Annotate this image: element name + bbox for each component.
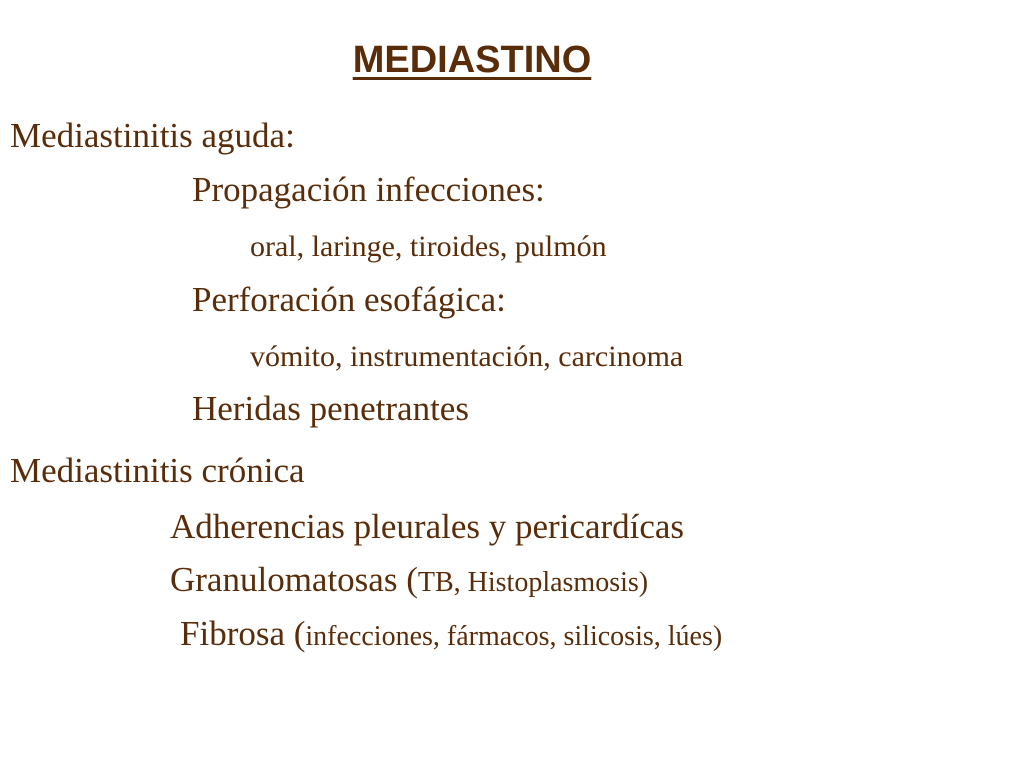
acute-item-propagation-detail: oral, laringe, tiroides, pulmón [250, 230, 607, 263]
chronic-item-granulomatous-detail: TB, Histoplasmosis) [417, 567, 649, 598]
acute-item-perforation: Perforación esofágica: [192, 280, 506, 319]
acute-item-propagation: Propagación infecciones: [192, 170, 545, 209]
chronic-item-granulomatous-label: Granulomatosas ( [170, 560, 418, 599]
chronic-item-granulomatous [170, 560, 648, 600]
chronic-heading: Mediastinitis crónica [10, 451, 305, 490]
chronic-item-adhesions: Adherencias pleurales y pericardícas [170, 507, 685, 546]
chronic-item-fibrosis-detail: infecciones, fármacos, silicosis, lúes) [305, 621, 723, 652]
chronic-item-fibrosis-label: Fibrosa ( [180, 614, 306, 653]
acute-heading: Mediastinitis aguda: [10, 116, 295, 155]
chronic-item-fibrosis [180, 614, 722, 654]
acute-item-wounds: Heridas penetrantes [192, 389, 469, 428]
slide-title: MEDIASTINO [352, 39, 592, 81]
acute-item-perforation-detail: vómito, instrumentación, carcinoma [250, 340, 684, 373]
